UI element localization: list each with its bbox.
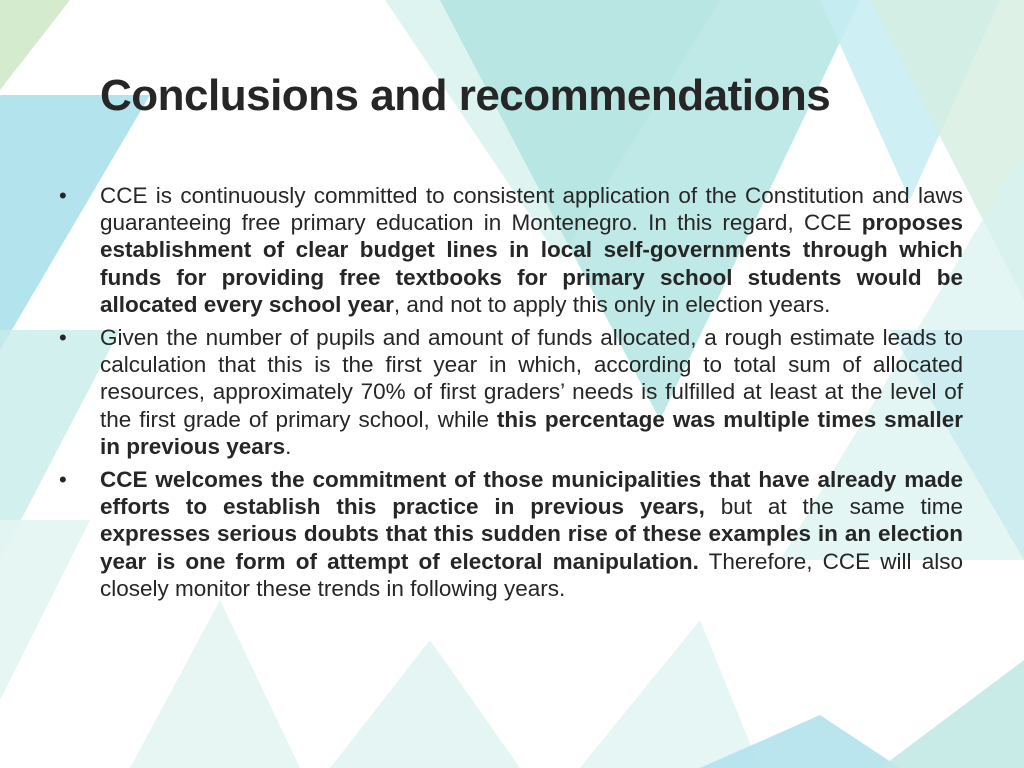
bg-triangle-bottom-right-teal bbox=[880, 660, 1024, 768]
bullet-item-3 bbox=[59, 466, 964, 602]
bullet-3-bold-2: expresses serious doubts that this sudden rise of these examples in an election year is one form of attempt of electoral manipulation. bbox=[100, 521, 963, 574]
bullet-item-2 bbox=[59, 324, 963, 460]
bullet-dot-icon: • bbox=[59, 325, 67, 351]
bullet-3-text-2: Therefore, CCE will also closely monitor these trends in following years. bbox=[100, 548, 963, 601]
bg-triangle-bottom-right-light bbox=[580, 620, 760, 768]
bg-triangle-bottom-mid bbox=[330, 640, 520, 768]
bullet-2-text-1: Given the number of pupils and amount of funds allocated, a rough estimate leads to calculation that this is the first year in which, according to total sum of allocated resources, approximately 70% of first graders’ needs is fulfilled at least at the level of the first grade of primary school, while bbox=[100, 325, 963, 432]
bullet-1-bold-1: proposes establishment of clear budget lines in local self-governments through which funds for providing free textbooks for primary school students would be allocated every school year bbox=[100, 210, 963, 317]
bullet-1-text-2: , and not to apply this only in election years. bbox=[393, 291, 831, 317]
bullet-dot-icon: • bbox=[59, 467, 67, 493]
page-title: Conclusions and recommendations bbox=[100, 71, 831, 120]
bullet-dot-icon: • bbox=[59, 183, 67, 208]
bg-triangle-bottom-left bbox=[130, 600, 300, 768]
bg-triangle-left-light bbox=[0, 520, 90, 700]
bullet-2-text-2: . bbox=[285, 433, 292, 459]
bg-triangle-left-green bbox=[0, 0, 70, 90]
bullet-list bbox=[59, 182, 964, 608]
bullet-3-text-1: but at the same time bbox=[704, 494, 964, 520]
bullet-3-bold-1: CCE welcomes the commitment of those municipalities that have already made efforts to establish this practice in previous years, bbox=[100, 467, 963, 520]
bullet-2-bold-1: this percentage was multiple times smaller in previous years bbox=[100, 406, 963, 459]
bullet-item-1 bbox=[59, 182, 963, 318]
bullet-1-text-1: CCE is continuously committed to consistent application of the Constitution and laws guaranteeing free primary education in Montenegro. In this regard, CCE bbox=[100, 183, 963, 236]
